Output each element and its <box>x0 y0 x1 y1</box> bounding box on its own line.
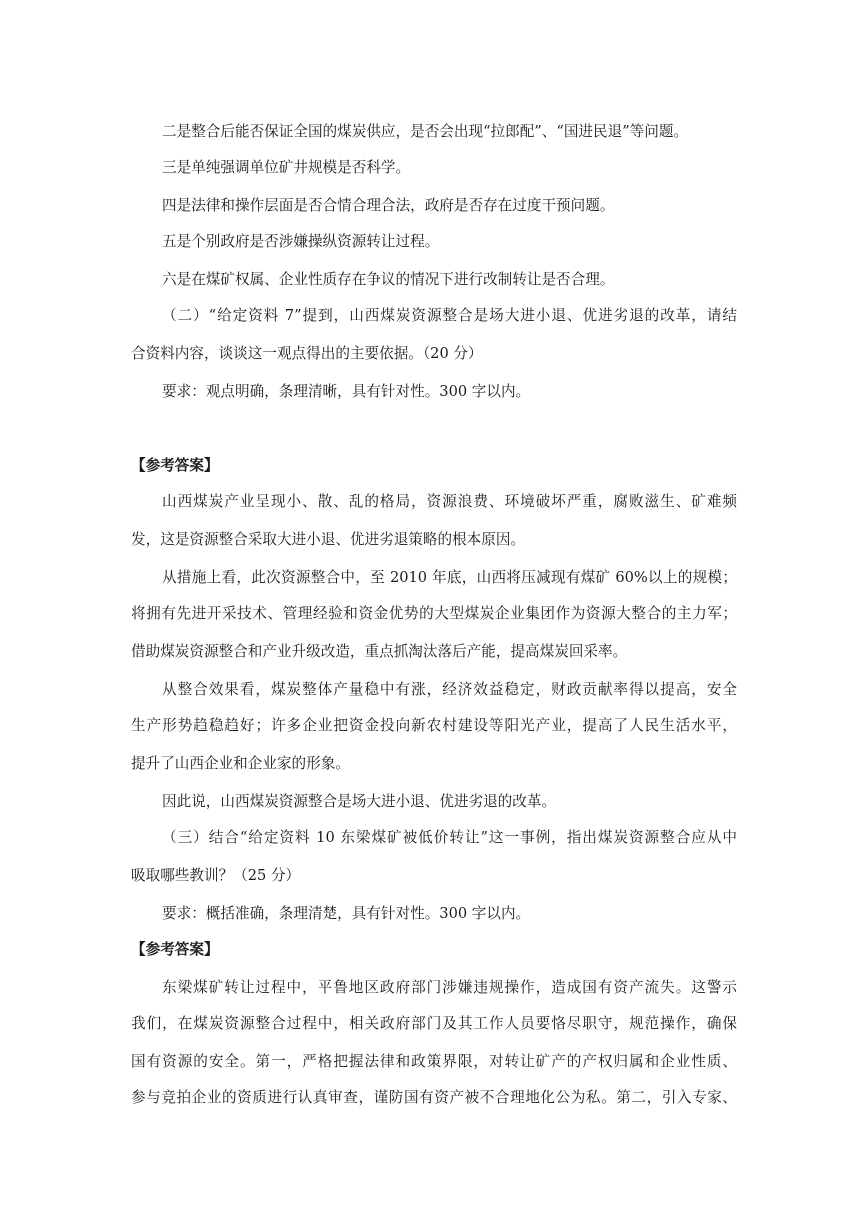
answer-heading: 【参考答案】 <box>131 457 219 474</box>
answer-heading: 【参考答案】 <box>131 941 219 958</box>
answer-text: 从措施上看，此次资源整合中，至 2010 年底，山西将压减现有煤矿 60%以上的规模； <box>162 569 737 586</box>
answer-text: 生产形势趋稳趋好；许多企业把资金投向新农村建设等阳光产业，提高了人民生活水平， <box>131 717 737 734</box>
question-text: 吸取哪些教训？（25 分） <box>131 867 301 884</box>
question-text: （二）“给定资料 7”提到，山西煤炭资源整合是场大进小退、优进劣退的改革，请结 <box>162 307 737 324</box>
requirement-text: 要求：观点明确，条理清晰，具有针对性。300 字以内。 <box>162 383 531 400</box>
answer-text: 参与竞拍企业的资质进行认真审查，谨防国有资产被不合理地化公为私。第二，引入专家、 <box>131 1089 737 1106</box>
answer-text: 借助煤炭资源整合和产业升级改造，重点抓淘汰落后产能，提高煤炭回采率。 <box>131 643 628 660</box>
answer-text: 东梁煤矿转让过程中，平鲁地区政府部门涉嫌违规操作，造成国有资产流失。这警示 <box>162 979 737 996</box>
answer-text: 国有资源的安全。第一，严格把握法律和政策界限，对转让矿产的产权归属和企业性质、 <box>131 1053 737 1070</box>
text-line: 四是法律和操作层面是否合情合理合法，政府是否存在过度干预问题。 <box>162 197 615 214</box>
answer-text: 将拥有先进开采技术、管理经验和资金优势的大型煤炭企业集团作为资源大整合的主力军； <box>131 605 737 622</box>
answer-text: 因此说，山西煤炭资源整合是场大进小退、优进劣退的改革。 <box>162 793 557 810</box>
text-line: 三是单纯强调单位矿井规模是否科学。 <box>162 159 411 176</box>
answer-text: 发，这是资源整合采取大进小退、优进劣退策略的根本原因。 <box>131 531 526 548</box>
answer-text: 山西煤炭产业呈现小、散、乱的格局，资源浪费、环境破坏严重，腐败滋生、矿难频 <box>162 493 737 510</box>
text-line: 五是个别政府是否涉嫌操纵资源转让过程。 <box>162 233 440 250</box>
text-line: 二是整合后能否保证全国的煤炭供应，是否会出现“拉郎配”、“国进民退”等问题。 <box>162 123 689 140</box>
answer-text: 提升了山西企业和企业家的形象。 <box>131 755 350 772</box>
answer-text: 从整合效果看，煤炭整体产量稳中有涨，经济效益稳定，财政贡献率得以提高，安全 <box>162 681 737 698</box>
answer-text: 我们，在煤炭资源整合过程中，相关政府部门及其工作人员要恪尽职守，规范操作，确保 <box>131 1015 737 1032</box>
question-text: （三）结合“给定资料 10 东梁煤矿被低价转让”这一事例，指出煤炭资源整合应从中 <box>162 829 737 846</box>
question-text: 合资料内容，谈谈这一观点得出的主要依据。（20 分） <box>131 345 483 362</box>
requirement-text: 要求：概括准确，条理清楚，具有针对性。300 字以内。 <box>162 905 531 922</box>
text-line: 六是在煤矿权属、企业性质存在争议的情况下进行改制转让是否合理。 <box>162 271 615 288</box>
